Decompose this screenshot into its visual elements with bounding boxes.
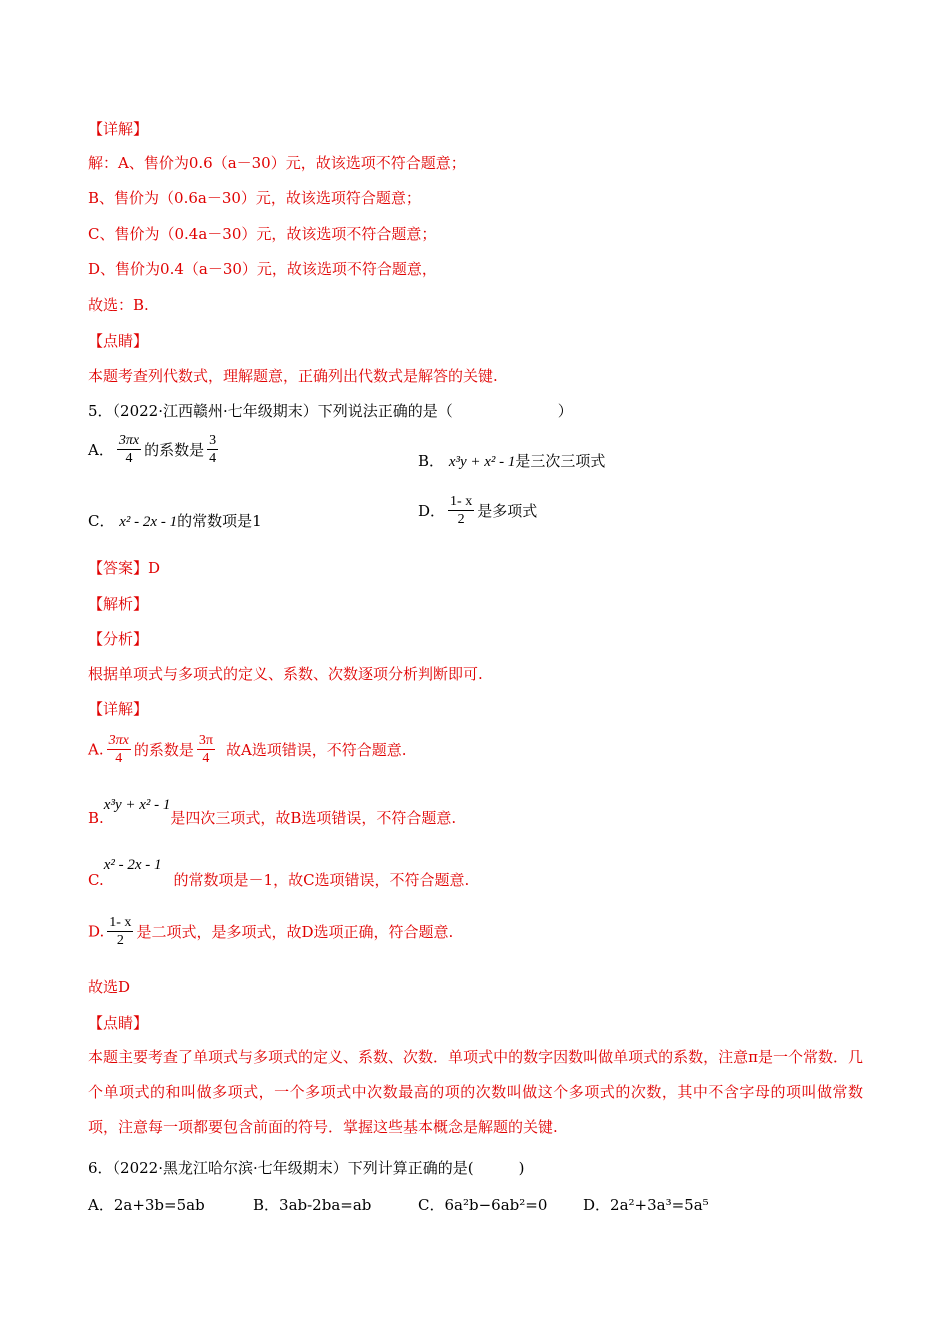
detail-line-b: B、售价为（0.6a－30）元，故该选项符合题意；	[88, 189, 421, 207]
detail-a-fraction: $\frac{3\pi x}{4}$	[108, 733, 129, 766]
q6-option-c: C．6a²b−6ab²=0	[418, 1196, 548, 1214]
q6-option-a: A．2a+3b=5ab	[88, 1196, 205, 1214]
option-c-label: C．	[88, 512, 115, 530]
question-5-stem: 5．（2022·江西赣州·七年级期末）下列说法正确的是（ ）	[88, 402, 573, 420]
detail-line-a: 解：A、售价为0.6（a－30）元，故该选项不符合题意；	[88, 154, 466, 172]
answer: 【答案】D	[88, 559, 161, 577]
option-a-label: A．	[88, 441, 114, 459]
fenxi-heading: 【分析】	[88, 630, 149, 648]
q5-comment-text: 本题主要考查了单项式与多项式的定义、系数、次数．单项式中的数字因数叫做单项式的系数，注意π是一个常数．几个单项式的和叫做多项式，一个多项式中次数最高的项的次数叫做这个多项式的次数，其中不含字母的项叫做常数项，注意每一项都要包含前面的符号．掌握这些基本概念是解题的关键.	[88, 1048, 863, 1136]
option-d-text: 是多项式	[477, 502, 538, 520]
comment-text: 本题考查列代数式，理解题意，正确列出代数式是解答的关键.	[88, 367, 498, 385]
option-b-text: 是三次三项式	[515, 452, 606, 470]
option-c-expression: x² - 2x - 1	[119, 514, 178, 530]
analysis-heading: 【解析】	[88, 595, 149, 613]
option-b-label: B．	[418, 452, 445, 470]
q5-option-d	[418, 493, 537, 528]
option-a-text: 的系数是	[144, 441, 205, 459]
option-a-coefficient: $\frac{3}{4}$	[209, 433, 217, 466]
detail-heading: 【详解】	[88, 120, 149, 138]
question-6-stem: 6．（2022·黑龙江哈尔滨·七年级期末）下列计算正确的是( )	[88, 1159, 525, 1177]
detail-b-expression: x³y + x² - 1	[103, 797, 171, 813]
option-a-fraction: $\frac{3\pi x}{4}$	[118, 433, 140, 466]
q6-option-b: B．3ab-2ba=ab	[253, 1196, 372, 1214]
q5-detail-a	[88, 732, 407, 767]
detail-a-mid: 的系数是	[133, 741, 194, 759]
option-d-label: D．	[418, 502, 446, 520]
q5-detail-c	[88, 853, 470, 889]
detail-c-text: 的常数项是－1，故C选项错误，不符合题意.	[173, 871, 470, 889]
detail-b-text: 是四次三项式，故B选项错误，不符合题意.	[170, 809, 457, 827]
comment-heading: 【点睛】	[88, 332, 149, 350]
detail-choice: 故选：B.	[88, 296, 149, 314]
q5-option-b	[418, 450, 605, 471]
q5-choice: 故选D	[88, 978, 131, 996]
detail-d-fraction: $\frac{1- x}{2}$	[109, 915, 132, 948]
option-c-text: 的常数项是1	[177, 512, 262, 530]
q6-option-d: D．2a²+3a³=5a⁵	[583, 1196, 709, 1214]
detail-a-label: A.	[88, 740, 104, 759]
detail-d-text: 是二项式，是多项式，故D选项正确，符合题意.	[136, 923, 454, 941]
option-b-expression: x³y + x² - 1	[448, 454, 516, 470]
detail-d-label: D.	[88, 922, 105, 941]
q5-detail-d	[88, 914, 453, 949]
q5-detail-b	[88, 793, 457, 827]
fenxi-text: 根据单项式与多项式的定义、系数、次数逐项分析判断即可.	[88, 665, 483, 683]
detail-b-label: B.	[88, 809, 104, 827]
detail-a-text: 故A选项错误，不符合题意.	[225, 741, 407, 759]
q5-option-c	[88, 510, 262, 531]
detail-a-coefficient: $\frac{3\pi}{4}$	[198, 733, 213, 766]
detail-c-expression: x² - 2x - 1	[103, 857, 162, 873]
detail-line-c: C、售价为（0.4a－30）元，故该选项不符合题意；	[88, 225, 437, 243]
q5-option-a	[88, 432, 221, 467]
detail-line-d: D、售价为0.4（a－30）元，故该选项不符合题意，	[88, 260, 437, 278]
detail-c-label: C.	[88, 871, 104, 889]
q5-detail-heading: 【详解】	[88, 700, 149, 718]
q5-comment-heading: 【点睛】	[88, 1014, 149, 1032]
option-d-fraction: $\frac{1- x}{2}$	[450, 494, 473, 527]
